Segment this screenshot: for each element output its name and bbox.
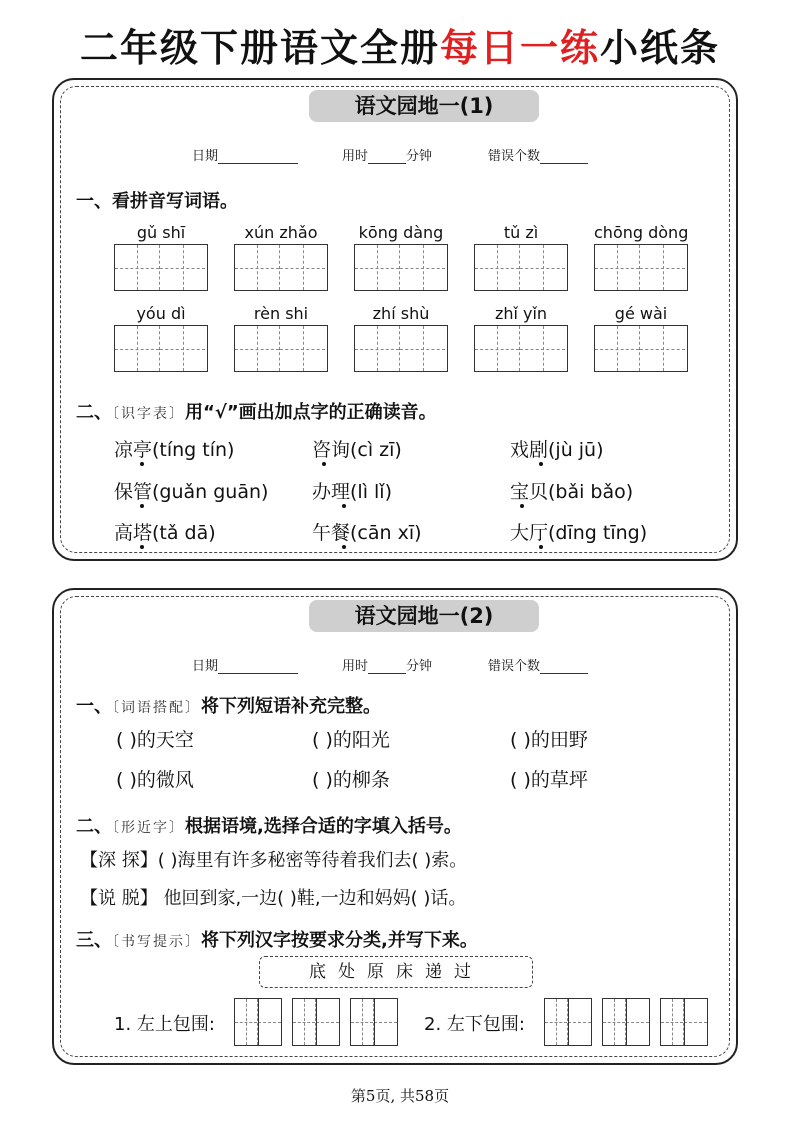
page-number: 第5页, 共58页 bbox=[350, 1087, 450, 1105]
title-part2: 小纸条 bbox=[600, 26, 721, 70]
answer-grid[interactable] bbox=[234, 998, 408, 1046]
emphasis-dot bbox=[520, 504, 524, 508]
question-heading: 二、〔形近字〕根据语境,选择合适的字填入括号。 bbox=[76, 816, 462, 837]
context-sentence[interactable]: 【说 脱】 他回到家,一边( )鞋,一边和妈妈( )话。 bbox=[80, 888, 467, 909]
pinyin-box[interactable]: rèn shi bbox=[234, 303, 328, 372]
question-heading: 一、看拼音写词语。 bbox=[76, 191, 238, 212]
phrase-blank[interactable]: ( )的柳条 bbox=[312, 769, 390, 791]
phrase-blank[interactable]: ( )的天空 bbox=[116, 729, 194, 751]
errors-blank[interactable] bbox=[540, 148, 588, 164]
phrase-blank[interactable]: ( )的微风 bbox=[116, 769, 194, 791]
emphasis-dot bbox=[140, 462, 144, 466]
exercise-card-1 bbox=[52, 78, 738, 561]
time-blank[interactable] bbox=[368, 148, 406, 164]
emphasis-dot bbox=[140, 545, 144, 549]
title-part1: 二年级下册语文全册 bbox=[79, 26, 440, 70]
reading-item[interactable]: 大厅(dīng tīng) bbox=[510, 522, 648, 544]
pinyin-box[interactable]: tǔ zì bbox=[474, 222, 568, 291]
question-heading: 二、〔识字表〕用“√”画出加点字的正确读音。 bbox=[76, 402, 437, 423]
reading-item[interactable]: 办理(lì lǐ) bbox=[312, 481, 392, 503]
errors-field: 错误个数 bbox=[488, 655, 588, 674]
character-list: 底处原床递过 bbox=[259, 956, 533, 988]
emphasis-dot bbox=[342, 504, 346, 508]
phrase-blank[interactable]: ( )的田野 bbox=[510, 729, 588, 751]
pinyin-box[interactable]: gé wài bbox=[594, 303, 688, 372]
pinyin-box[interactable]: zhǐ yǐn bbox=[474, 303, 568, 372]
pinyin-box[interactable]: gǔ shī bbox=[114, 222, 208, 291]
date-field: 日期 bbox=[192, 655, 298, 674]
category-label: 1. 左上包围: bbox=[114, 1014, 215, 1035]
section-title: 语文园地一(1) bbox=[309, 90, 539, 122]
pinyin-box[interactable]: kōng dàng bbox=[354, 222, 448, 291]
question-heading: 一、〔词语搭配〕将下列短语补充完整。 bbox=[76, 696, 381, 717]
date-field: 日期 bbox=[192, 145, 298, 164]
phrase-blank[interactable]: ( )的草坪 bbox=[510, 769, 588, 791]
time-blank[interactable] bbox=[368, 658, 406, 674]
category-label: 2. 左下包围: bbox=[424, 1014, 525, 1035]
emphasis-dot bbox=[140, 504, 144, 508]
question-heading: 三、〔书写提示〕将下列汉字按要求分类,并写下来。 bbox=[76, 930, 478, 951]
errors-field: 错误个数 bbox=[488, 145, 588, 164]
pinyin-box[interactable]: chōng dòng bbox=[594, 222, 688, 291]
pinyin-box[interactable]: yóu dì bbox=[114, 303, 208, 372]
context-sentence[interactable]: 【深 探】( )海里有许多秘密等待着我们去( )索。 bbox=[80, 850, 468, 871]
reading-item[interactable]: 凉亭(tíng tín) bbox=[114, 439, 235, 461]
reading-item[interactable]: 宝贝(bǎi bǎo) bbox=[510, 481, 634, 503]
pinyin-box[interactable]: zhí shù bbox=[354, 303, 448, 372]
time-field: 用时 分钟 bbox=[342, 659, 433, 674]
exercise-card-2 bbox=[52, 588, 738, 1065]
answer-grid[interactable] bbox=[544, 998, 718, 1046]
emphasis-dot bbox=[539, 462, 543, 466]
emphasis-dot bbox=[342, 545, 346, 549]
errors-blank[interactable] bbox=[540, 658, 588, 674]
emphasis-dot bbox=[539, 545, 543, 549]
reading-item[interactable]: 午餐(cān xī) bbox=[312, 522, 422, 544]
reading-item[interactable]: 保管(guǎn guān) bbox=[114, 481, 269, 503]
reading-item[interactable]: 戏剧(jù jū) bbox=[510, 439, 604, 461]
title-highlight: 每日一练 bbox=[439, 26, 600, 70]
date-blank[interactable] bbox=[218, 658, 298, 674]
phrase-blank[interactable]: ( )的阳光 bbox=[312, 729, 390, 751]
page-title bbox=[0, 22, 800, 74]
pinyin-box[interactable]: xún zhǎo bbox=[234, 222, 328, 291]
reading-item[interactable]: 高塔(tǎ dā) bbox=[114, 522, 216, 544]
emphasis-dot bbox=[322, 462, 326, 466]
section-title: 语文园地一(2) bbox=[309, 600, 539, 632]
reading-item[interactable]: 咨询(cì zī) bbox=[312, 439, 402, 461]
time-field: 用时 分钟 bbox=[342, 149, 433, 164]
date-blank[interactable] bbox=[218, 148, 298, 164]
